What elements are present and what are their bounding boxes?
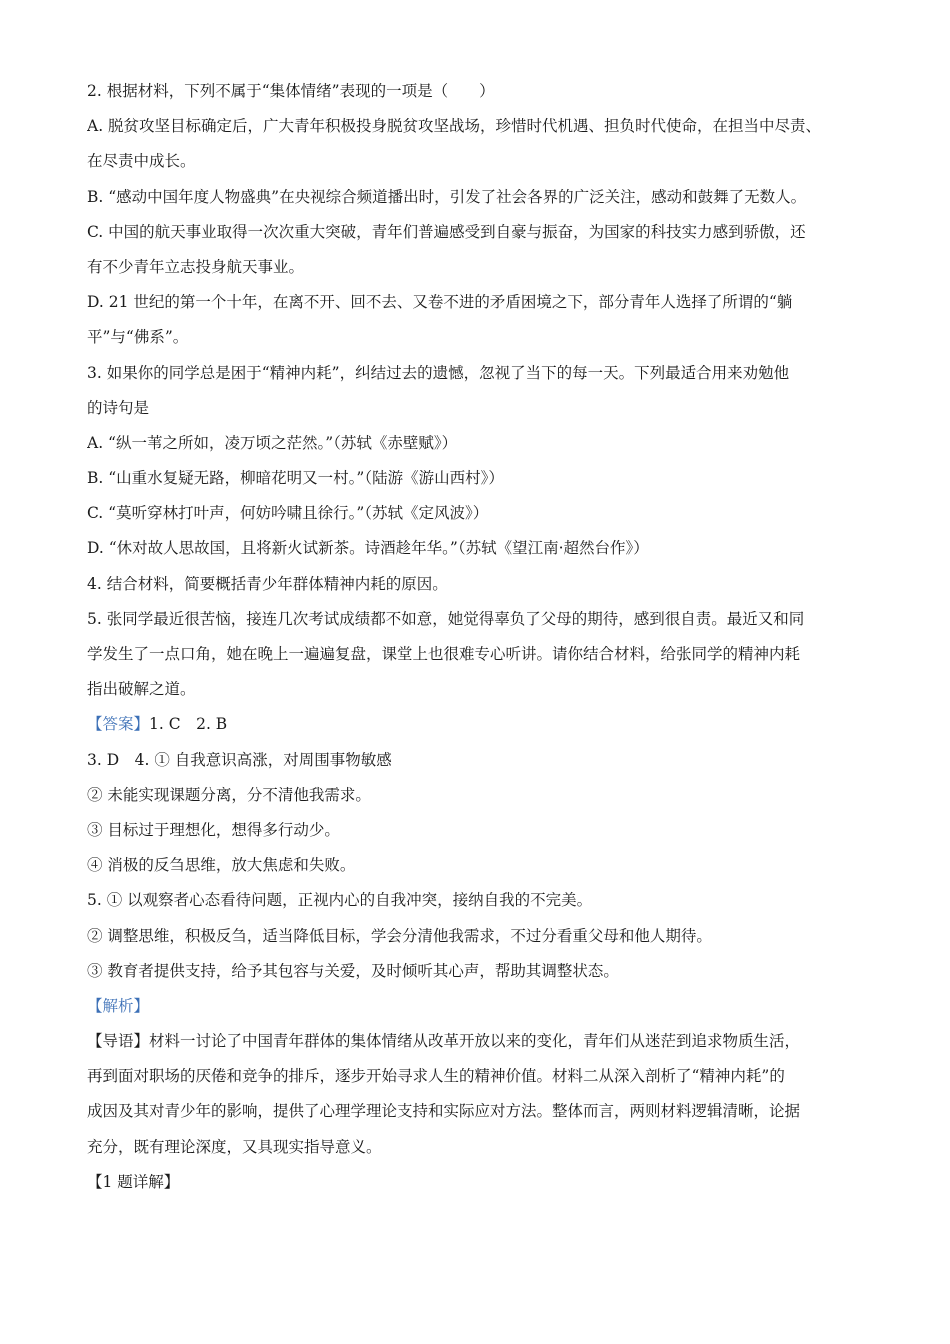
q3-stem-cont: 的诗句是: [87, 398, 150, 417]
analysis-guide-3: 成因及其对青少年的影响，提供了心理学理论支持和实际应对方法。整体而言，两则材料逻辑清晰，论据: [87, 1102, 801, 1121]
answer-line-8: ③ 教育者提供支持，给予其包容与关爱，及时倾听其心声，帮助其调整状态。: [87, 961, 619, 980]
answer-label: 【答案】: [87, 715, 150, 734]
analysis-guide-2: 再到面对职场的厌倦和竞争的排斥，逐步开始寻求人生的精神价值。材料二从深入剖析了“精神内耗”的: [87, 1067, 785, 1086]
answer-line-7: ② 调整思维，积极反刍，适当降低目标，学会分清他我需求，不过分看重父母和他人期待。: [87, 926, 712, 945]
q2-option-d-cont: 平”与“佛系”。: [87, 328, 189, 347]
analysis-guide-4: 充分，既有理论深度，又具现实指导意义。: [87, 1137, 382, 1156]
analysis-label: 【解析】: [87, 996, 150, 1015]
q2-option-d: D. 21 世纪的第一个十年，在离不开、回不去、又卷不进的矛盾困境之下，部分青年人选择了所谓的“躺: [87, 293, 793, 312]
q5-stem-cont-1: 学发生了一点口角，她在晚上一遍遍复盘，课堂上也很难专心听讲。请你结合材料，给张同学的精神内耗: [87, 645, 801, 663]
q3-stem: 3. 如果你的同学总是困于“精神内耗”，纠结过去的遗憾，忽视了当下的每一天。下列最适合用来劝勉他: [87, 363, 790, 382]
detail-heading: 【1 题详解】: [87, 1172, 180, 1191]
answer-line-6: 5. ① 以观察者心态看待问题，正视内心的自我冲突，接纳自我的不完美。: [87, 891, 593, 910]
answer-line-3: ② 未能实现课题分离，分不清他我需求。: [87, 785, 371, 804]
q3-option-c: C. “莫听穿林打叶声，何妨吟啸且徐行。”（苏轼《定风波》）: [87, 504, 489, 523]
q4-stem: 4. 结合材料，简要概括青少年群体精神内耗的原因。: [87, 574, 448, 593]
q2-option-a-cont: 在尽责中成长。: [87, 152, 196, 171]
q5-stem: 5. 张同学最近很苦恼，接连几次考试成绩都不如意，她觉得辜负了父母的期待，感到很自责。最近又和同: [87, 609, 805, 628]
q2-option-c-cont: 有不少青年立志投身航天事业。: [87, 257, 305, 276]
q3-option-d: D. “休对故人思故国，且将新火试新茶。诗酒趁年华。”（苏轼《望江南·超然台作》）: [87, 539, 649, 558]
q3-option-b: B. “山重水复疑无路，柳暗花明又一村。”（陆游《游山西村》）: [87, 469, 504, 488]
q5-stem-cont-2: 指出破解之道。: [87, 680, 196, 699]
answer-line-5: ④ 消极的反刍思维，放大焦虑和失败。: [87, 856, 356, 875]
analysis-guide-1: 【导语】材料一讨论了中国青年群体的集体情绪从改革开放以来的变化，青年们从迷茫到追求物质生活，: [87, 1032, 801, 1051]
answer-line-4: ③ 目标过于理想化，想得多行动少。: [87, 820, 340, 839]
answer-line-1: [87, 707, 877, 742]
q2-option-c: C. 中国的航天事业取得一次次重大突破，青年们普遍感受到自豪与振奋，为国家的科技实力感到骄傲，还: [87, 222, 806, 241]
q2-stem: 2. 根据材料，下列不属于“集体情绪”表现的一项是（ ）: [87, 82, 495, 100]
answer-line-2: 3. D 4. ① 自我意识高涨，对周围事物敏感: [87, 750, 392, 769]
document-page: [87, 74, 877, 1200]
q2-option-a: A. 脱贫攻坚目标确定后，广大青年积极投身脱贫攻坚战场，珍惜时代机遇、担负时代使命，在担当中尽责、: [87, 117, 822, 136]
q2-option-b: B. “感动中国年度人物盛典”在央视综合频道播出时，引发了社会各界的广泛关注，感动和鼓舞了无数人。: [87, 187, 807, 206]
q3-option-a: A. “纵一苇之所如，凌万顷之茫然。”（苏轼《赤壁赋》）: [87, 433, 458, 452]
answer-text: 1. C 2. B: [149, 715, 228, 734]
